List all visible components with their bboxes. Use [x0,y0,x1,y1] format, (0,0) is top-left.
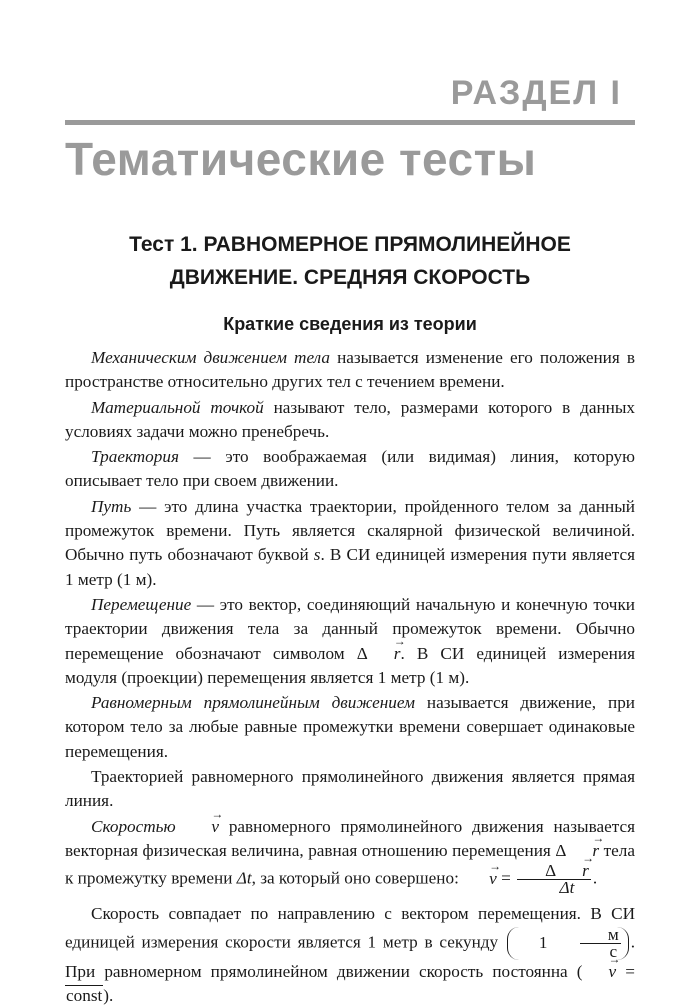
paragraph-material-point [65,396,635,445]
paragraph-mechanical-motion [65,346,635,395]
test-title-line-2: ДВИЖЕНИЕ. СРЕДНЯЯ СКОРОСТЬ [169,266,531,289]
paragraph-text: — это воображаемая (или видимая) линия, которую описывает тело при своем движении. [65,447,635,491]
term: Путь [91,496,132,516]
section-label: РАЗДЕЛ I [450,74,622,112]
paragraph-trajectory-line [65,765,635,814]
test-title [65,228,635,294]
vector-v: → v [185,815,219,839]
paragraph-text: тела к промежутку времени [65,840,635,888]
theory-subtitle: Краткие сведения из теории [223,314,477,334]
formula-equals: = [496,868,516,888]
formula-equals: = [616,961,635,981]
test-title-line-1: Тест 1. РАВНОМЕРНОЕ ПРЯМОЛИНЕЙНОЕ [129,233,571,256]
unit-numerator: м [580,927,621,944]
term: Перемещение [91,594,192,614]
term: Траектория [91,447,179,467]
delta-symbol: Δ [545,861,557,881]
paragraph-text: , за который оно совершено: [251,868,464,888]
fraction-denominator: Δt [559,878,575,898]
velocity-fraction [517,863,591,896]
term: Равномерным прямолинейным движением [91,693,416,713]
delta-t: Δt [236,868,252,888]
paragraph-text: . В СИ единицей измерения пути является 1 метр (1 м). [65,545,635,589]
term: Скоростью [91,816,176,836]
delta-symbol: Δ [356,643,368,663]
paragraph-text: . В СИ единицей измерения модуля (проекции) перемещения является 1 метр (1 м). [65,643,635,687]
vector-v: → v [583,960,617,984]
paragraph-text: — это длина участка траектории, пройденного телом за данный промежуток времени. Путь является скалярной физической величиной. Обычно путь обозначают буквой [65,496,635,565]
paragraph-text: называют тело, размерами которого в данных условиях задачи можно пренебречь. [65,397,635,441]
symbol-s: s [313,545,321,565]
paragraph-displacement [65,593,635,690]
paragraph-velocity [65,815,635,897]
paragraph-text: называется движение, при котором тело за любые равные промежутки времени совершает одинаковые перемещения. [65,693,635,761]
paragraph-velocity-unit [65,902,635,1008]
const-vector: const [66,985,103,1005]
fraction-numerator [517,863,591,880]
unit-denominator: с [609,941,618,961]
paragraph-text: — это вектор, соединяющий начальную и конечную точки траектории движения тела за данный промежуток времени. Обычно перемещение обозначают символом [65,594,635,663]
vector-r: → r [566,839,599,863]
paragraph-text: называется изменение его положения в пространстве относительно других тел с течением времени. [65,348,635,392]
paragraph-uniform-motion [65,691,635,764]
paragraph-path [65,495,635,592]
term: Механическим движением тела [91,348,330,367]
delta-symbol: Δ [555,840,567,860]
paragraph-text: Траекторией равномерного прямолинейного движения является прямая линия. [65,767,635,811]
paragraph-text: Скорость совпадает по направлению с вектором перемещения. В СИ единицей измерения скорости является 1 метр в секунду [65,904,635,951]
theory-body [65,346,635,1008]
unit-one: 1 [538,932,548,952]
paragraph-text: равномерного прямолинейного движения называется векторная физическая величина, равная отношению перемещения [65,816,636,860]
paragraph-text: ). [103,985,114,1005]
vector-r: → r [556,863,589,879]
chapter-title: Тематические тесты [65,133,537,185]
paragraph-text: . При равномерном прямолинейном движении скорость постоянна ( [65,931,635,981]
vector-r: → r [368,642,401,666]
formula-end: . [592,868,598,888]
header-divider [65,120,635,125]
formula-vector-v: → v [463,867,497,891]
paragraph-trajectory [65,445,635,494]
term: Материальной точкой [91,397,264,417]
